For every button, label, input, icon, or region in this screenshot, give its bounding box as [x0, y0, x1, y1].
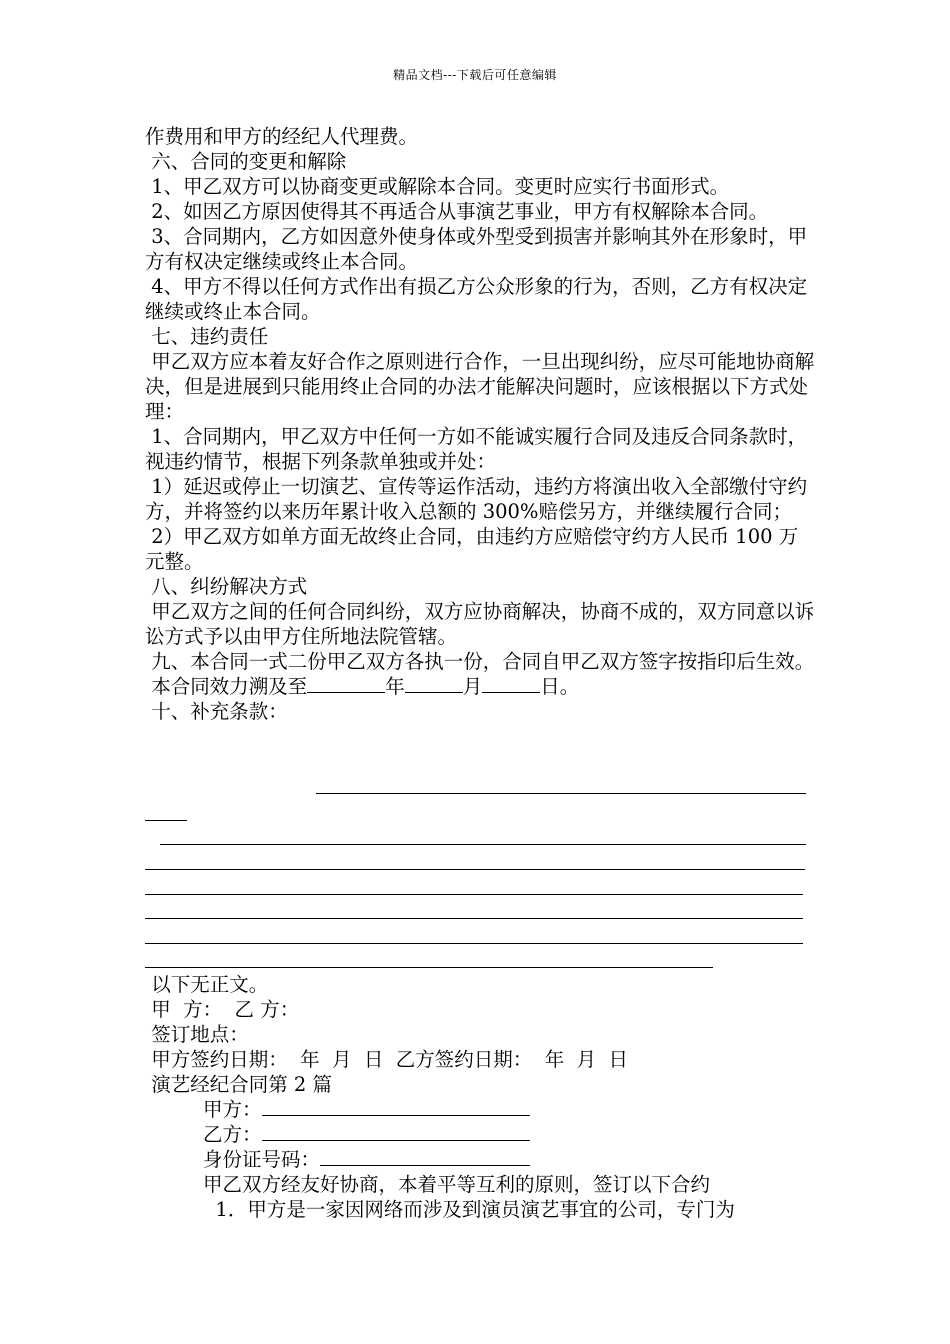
signing-place: 签订地点：	[145, 1023, 249, 1046]
effective-date-line	[145, 674, 815, 699]
paragraph: 4、甲方不得以任何方式作出有损乙方公众形象的行为，否则，乙方有权决定继续或终止本合同。	[145, 275, 808, 323]
supplement-blank-line	[316, 793, 806, 794]
id-number-label: 身份证号码：	[203, 1148, 321, 1171]
paragraph: 1、合同期内，甲乙双方中任何一方如不能诚实履行合同及违反合同条款时，视违约情节，根据下列条款单独或并处：	[145, 425, 808, 473]
paragraph: 甲乙双方经友好协商，本着平等互利的原则，签订以下合约	[203, 1173, 711, 1196]
no-more-text: 以下无正文。	[145, 973, 269, 996]
party-b-field	[203, 1122, 815, 1147]
supplement-blank-line	[145, 943, 803, 944]
month-blank	[405, 674, 463, 693]
contract-2-fields	[145, 1097, 815, 1222]
supplement-blank-line	[145, 869, 805, 870]
supplement-blank-line	[160, 844, 806, 845]
party-a-label: 甲方：	[203, 1098, 262, 1121]
paragraph: 2）甲乙双方如单方面无故终止合同，由违约方应赔偿守约方人民币 100 万元整。	[145, 525, 799, 573]
section-heading: 七、违约责任	[145, 325, 269, 348]
id-number-field	[203, 1147, 815, 1172]
paragraph: 3、合同期内，乙方如因意外使身体或外型受到损害并影响其外在形象时，甲方有权决定继续或终止本合同。	[145, 225, 808, 273]
signing-dates: 甲方签约日期： 年 月 日 乙方签约日期： 年 月 日	[145, 1048, 628, 1071]
supplement-blank-line	[145, 894, 803, 895]
supplement-blank-line	[145, 918, 803, 919]
supplement-blank-line	[145, 967, 713, 968]
paragraph: 1）延迟或停止一切演艺、宣传等运作活动，违约方将演出收入全部缴付守约方，并将签约以来历年累计收入总额的 300%赔偿另方，并继续履行合同；	[145, 475, 808, 523]
id-number-blank	[320, 1147, 530, 1166]
party-a-field	[203, 1097, 815, 1122]
year-label: 年	[385, 675, 405, 698]
day-label: 日。	[540, 675, 580, 698]
party-b-blank	[262, 1122, 530, 1141]
supplement-line	[145, 699, 815, 724]
day-blank	[482, 674, 540, 693]
section-heading: 六、合同的变更和解除	[145, 150, 347, 173]
party-b-label: 乙方：	[203, 1123, 262, 1146]
year-blank	[307, 674, 385, 693]
paragraph: 甲乙双方应本着友好合作之原则进行合作，一旦出现纠纷，应尽可能地协商解决，但是进展到只能用终止合同的办法才能解决问题时，应该根据以下方式处理：	[145, 350, 815, 423]
month-label: 月	[462, 675, 483, 698]
closing-section	[145, 972, 815, 1222]
supplement-blank-line	[145, 820, 187, 821]
parties-line: 甲 方： 乙 方：	[145, 998, 300, 1021]
paragraph: 作费用和甲方的经纪人代理费。	[145, 125, 419, 148]
paragraph: 九、本合同一式二份甲乙双方各执一份，合同自甲乙双方签字按指印后生效。	[145, 650, 815, 673]
party-a-blank	[262, 1097, 530, 1116]
paragraph: 甲乙双方之间的任何合同纠纷，双方应协商解决，协商不成的，双方同意以诉讼方式予以由甲方住所地法院管辖。	[145, 600, 815, 648]
section-heading: 八、纠纷解决方式	[145, 575, 308, 598]
effective-date-prefix: 本合同效力溯及至	[145, 675, 308, 698]
paragraph: 2、如因乙方原因使得其不再适合从事演艺事业，甲方有权解除本合同。	[145, 200, 769, 223]
paragraph: 1、甲乙双方可以协商变更或解除本合同。变更时应实行书面形式。	[145, 175, 730, 198]
paragraph: 1．甲方是一家因网络而涉及到演员演艺事宜的公司，专门为	[203, 1198, 735, 1221]
supplement-label: 十、补充条款：	[145, 700, 288, 723]
contract-2-title: 演艺经纪合同第 2 篇	[145, 1073, 333, 1096]
contract-body	[145, 124, 815, 724]
page-header: 精品文档---下载后可任意编辑	[393, 68, 557, 82]
